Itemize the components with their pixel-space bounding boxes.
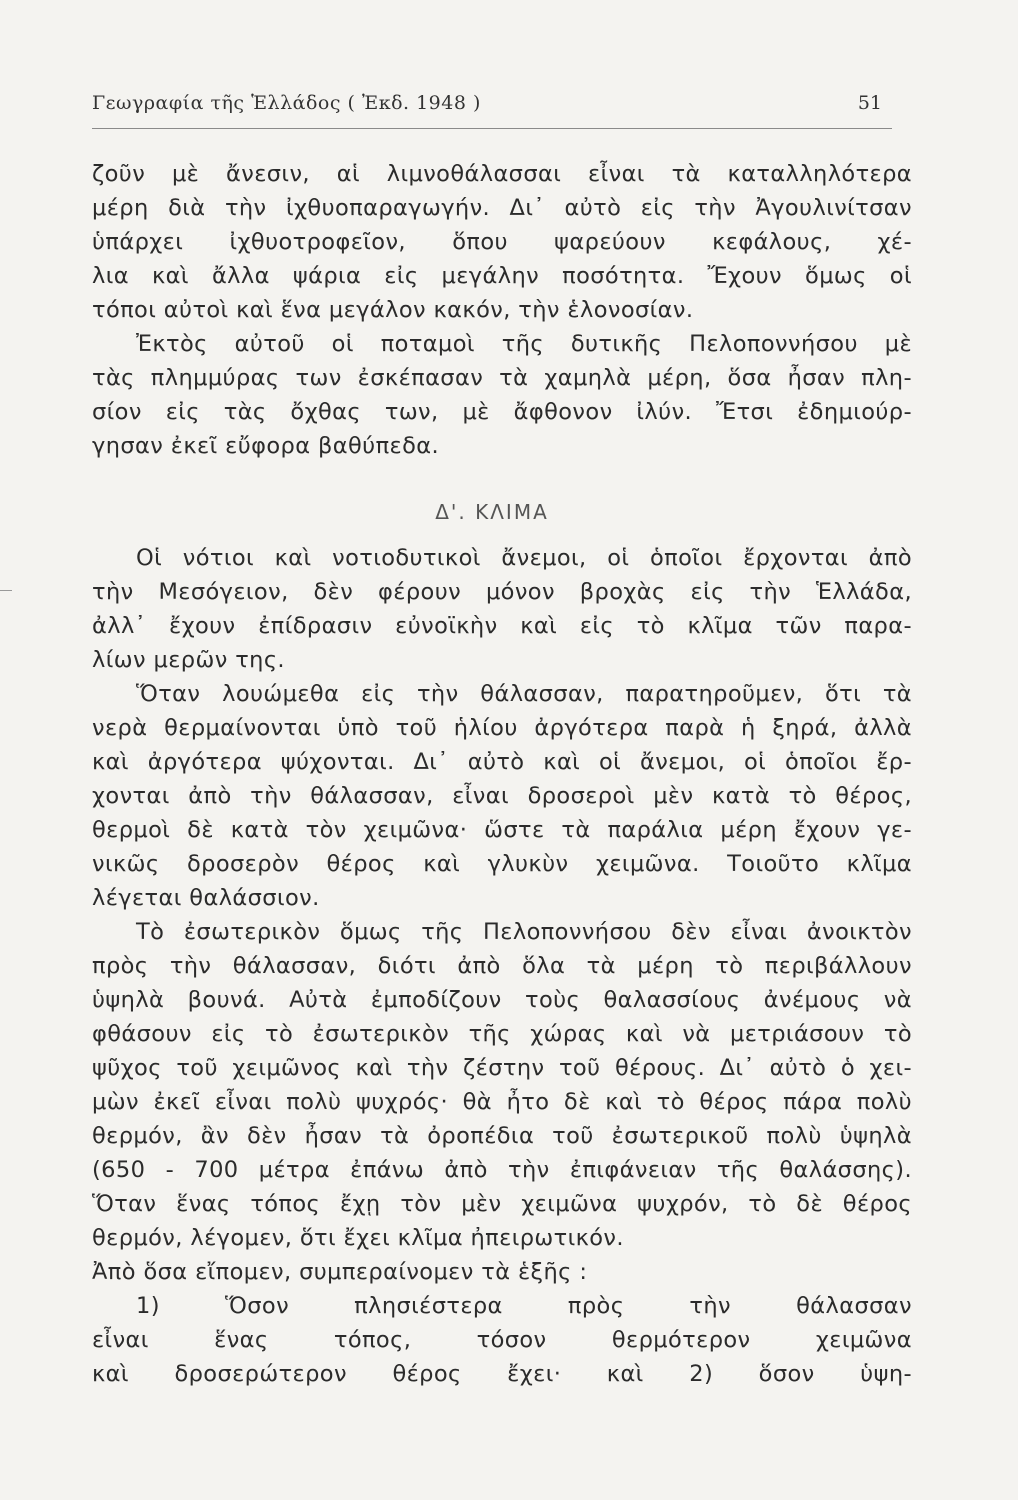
paragraph-block-main [92, 541, 912, 1391]
text-line: Ὅταν λουώμεθα εἰς τὴν θάλασσαν, παρατηροῦμεν, ὅτι τὰ [136, 681, 912, 707]
text-line: φθάσουν εἰς τὸ ἐσωτερικὸν τῆς χώρας καὶ νὰ μετριάσουν τὸ [92, 1021, 912, 1047]
text-line: ψῦχος τοῦ χειμῶνος καὶ τὴν ζέστην τοῦ θέρους. Δι᾽ αὐτὸ ὁ χει- [92, 1055, 912, 1081]
text-line: Ὅταν ἕνας τόπος ἔχῃ τὸν μὲν χειμῶνα ψυχρόν, τὸ δὲ θέρος [92, 1191, 912, 1217]
header-rule [92, 128, 892, 129]
text-line: εἶναι ἕνας τόπος, τόσον θερμότερον χειμῶνα [92, 1327, 912, 1353]
text-line: λίων μερῶν της. [92, 647, 285, 673]
page-number: 51 [857, 92, 882, 114]
text-line: μέρη διὰ τὴν ἰχθυοπαραγωγήν. Δι᾽ αὐτὸ εἰς τὴν Ἀγουλινίτσαν [92, 195, 912, 221]
running-head: Γεωγραφία τῆς Ἑλλάδος ( Ἐκδ. 1948 ) [92, 92, 481, 114]
text-line: τὰς πλημμύρας των ἐσκέπασαν τὰ χαμηλὰ μέρη, ὅσα ἦσαν πλη- [92, 365, 912, 391]
text-line: χονται ἀπὸ τὴν θάλασσαν, εἶναι δροσεροὶ μὲν κατὰ τὸ θέρος, [92, 783, 912, 809]
text-line: ὑψηλὰ βουνά. Αὐτὰ ἐμποδίζουν τοὺς θαλασσίους ἀνέμους νὰ [92, 987, 912, 1013]
text-line: Οἱ νότιοι καὶ νοτιοδυτικοὶ ἄνεμοι, οἱ ὁποῖοι ἔρχονται ἀπὸ [136, 545, 912, 571]
text-line: θερμόν, ἂν δὲν ἦσαν τὰ ὀροπέδια τοῦ ἐσωτερικοῦ πολὺ ὑψηλὰ [92, 1123, 912, 1149]
text-line: Ἐκτὸς αὐτοῦ οἱ ποταμοὶ τῆς δυτικῆς Πελοποννήσου μὲ [136, 331, 912, 357]
text-line: ἀλλ᾽ ἔχουν ἐπίδρασιν εὐνοϊκὴν καὶ εἰς τὸ κλῖμα τῶν παρα- [92, 613, 912, 639]
text-line: νερὰ θερμαίνονται ὑπὸ τοῦ ἡλίου ἀργότερα παρὰ ἡ ξηρά, ἀλλὰ [92, 715, 912, 741]
text-line: τόποι αὐτοὶ καὶ ἕνα μεγάλον κακόν, τὴν ἑλονοσίαν. [92, 297, 694, 323]
paragraph-block-top [92, 157, 912, 463]
text-line: τὴν Μεσόγειον, δὲν φέρουν μόνον βροχὰς εἰς τὴν Ἑλλάδα, [92, 579, 912, 605]
section-heading: Δ'. ΚΛΙΜΑ [435, 500, 549, 524]
margin-mark [0, 590, 12, 591]
text-line: καὶ ἀργότερα ψύχονται. Δι᾽ αὐτὸ καὶ οἱ ἄνεμοι, οἱ ὁποῖοι ἔρ- [92, 749, 912, 775]
text-line: πρὸς τὴν θάλασσαν, διότι ἀπὸ ὅλα τὰ μέρη τὸ περιβάλλουν [92, 953, 912, 979]
text-line: καὶ δροσερώτερον θέρος ἔχει· καὶ 2) ὅσον ὑψη- [92, 1361, 912, 1387]
text-line: 1) Ὅσον πλησιέστερα πρὸς τὴν θάλασσαν [136, 1293, 912, 1319]
text-line: ὑπάρχει ἰχθυοτροφεῖον, ὅπου ψαρεύουν κεφάλους, χέ- [92, 229, 912, 255]
text-line: λια καὶ ἄλλα ψάρια εἰς μεγάλην ποσότητα. Ἔχουν ὅμως οἱ [92, 263, 912, 289]
text-line: Τὸ ἐσωτερικὸν ὅμως τῆς Πελοποννήσου δὲν εἶναι ἀνοικτὸν [136, 919, 912, 945]
text-line: νικῶς δροσερὸν θέρος καὶ γλυκὺν χειμῶνα. Τοιοῦτο κλῖμα [92, 851, 912, 877]
text-line: Ἀπὸ ὅσα εἴπομεν, συμπεραίνομεν τὰ ἑξῆς : [92, 1259, 588, 1285]
text-line: μὼν ἐκεῖ εἶναι πολὺ ψυχρός· θὰ ἦτο δὲ καὶ τὸ θέρος πάρα πολὺ [92, 1089, 912, 1115]
page-header [92, 92, 892, 124]
text-line: (650 - 700 μέτρα ἐπάνω ἀπὸ τὴν ἐπιφάνειαν τῆς θαλάσσης). [92, 1157, 912, 1183]
text-line: γησαν ἐκεῖ εὔφορα βαθύπεδα. [92, 433, 440, 459]
text-line: σίον εἰς τὰς ὄχθας των, μὲ ἄφθονον ἰλύν. Ἔτσι ἐδημιούρ- [92, 399, 912, 425]
text-line: θερμόν, λέγομεν, ὅτι ἔχει κλῖμα ἠπειρωτικόν. [92, 1225, 624, 1251]
text-line: λέγεται θαλάσσιον. [92, 885, 320, 911]
text-line: ζοῦν μὲ ἄνεσιν, αἱ λιμνοθάλασσαι εἶναι τὰ καταλληλότερα [92, 161, 912, 187]
text-line: θερμοὶ δὲ κατὰ τὸν χειμῶνα· ὥστε τὰ παράλια μέρη ἔχουν γε- [92, 817, 912, 843]
